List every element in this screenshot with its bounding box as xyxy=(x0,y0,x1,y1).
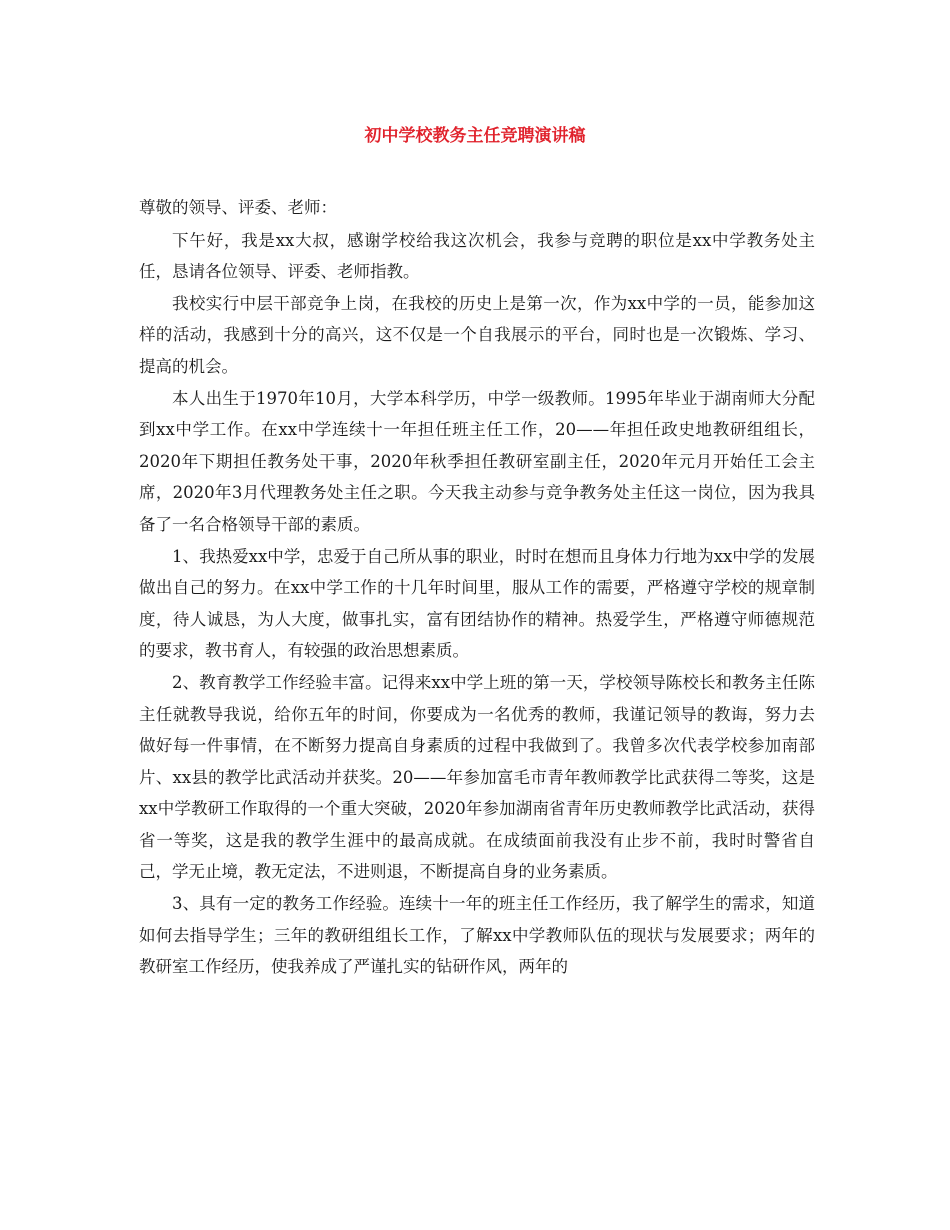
document-title: 初中学校教务主任竞聘演讲稿 xyxy=(364,126,586,146)
document-body xyxy=(139,192,815,983)
paragraph-greeting: 下午好，我是xx大叔，感谢学校给我这次机会，我参与竞聘的职位是xx中学教务处主任，恳请各位领导、评委、老师指教。 xyxy=(139,230,815,282)
paragraph-point-1: 1、我热爱xx中学，忠爱于自己所从事的职业，时时在想而且身体力行地为xx中学的发展做出自己的努力。在xx中学工作的十几年时间里，服从工作的需要，严格遵守学校的规章制度，待人诚恳，为人大度，做事扎实，富有团结协作的精神。热爱学生，严格遵守师德规范的要求，教书育人，有较强的政治思想素质。 xyxy=(139,546,815,661)
paragraph-resume: 本人出生于1970年10月，大学本科学历，中学一级教师。1995年毕业于湖南师大分配到xx中学工作。在xx中学连续十一年担任班主任工作，20——年担任政史地教研组组长，2020年下期担任教务处干事，2020年秋季担任教研室副主任，2020年元月开始任工会主席，2020年3月代理教务处主任之职。今天我主动参与竞争教务处主任这一岗位，因为我具备了一名合格领导干部的素质。 xyxy=(139,388,815,534)
paragraph-point-2: 2、教育教学工作经验丰富。记得来xx中学上班的第一天，学校领导陈校长和教务主任陈主任就教导我说，给你五年的时间，你要成为一名优秀的教师，我谨记领导的教诲，努力去做好每一件事情，在不断努力提高自身素质的过程中我做到了。我曾多次代表学校参加南部片、xx县的教学比武活动并获奖。20——年参加富毛市青年教师教学比武获得二等奖，这是xx中学教研工作取得的一个重大突破，2020年参加湖南省青年历史教师教学比武活动，获得省一等奖，这是我的教学生涯中的最高成就。在成绩面前我没有止步不前，我时时警省自己，学无止境，教无定法，不进则退，不断提高自身的业务素质。 xyxy=(139,672,815,882)
salutation: 尊敬的领导、评委、老师： xyxy=(139,198,337,217)
paragraph-background: 我校实行中层干部竞争上岗，在我校的历史上是第一次，作为xx中学的一员，能参加这样的活动，我感到十分的高兴，这不仅是一个自我展示的平台，同时也是一次锻炼、学习、提高的机会。 xyxy=(139,293,815,376)
paragraph-point-3: 3、具有一定的教务工作经验。连续十一年的班主任工作经历，我了解学生的需求，知道如何去指导学生；三年的教研组组长工作，了解xx中学教师队伍的现状与发展要求；两年的教研室工作经历，使我养成了严谨扎实的钻研作风，两年的 xyxy=(139,894,815,977)
